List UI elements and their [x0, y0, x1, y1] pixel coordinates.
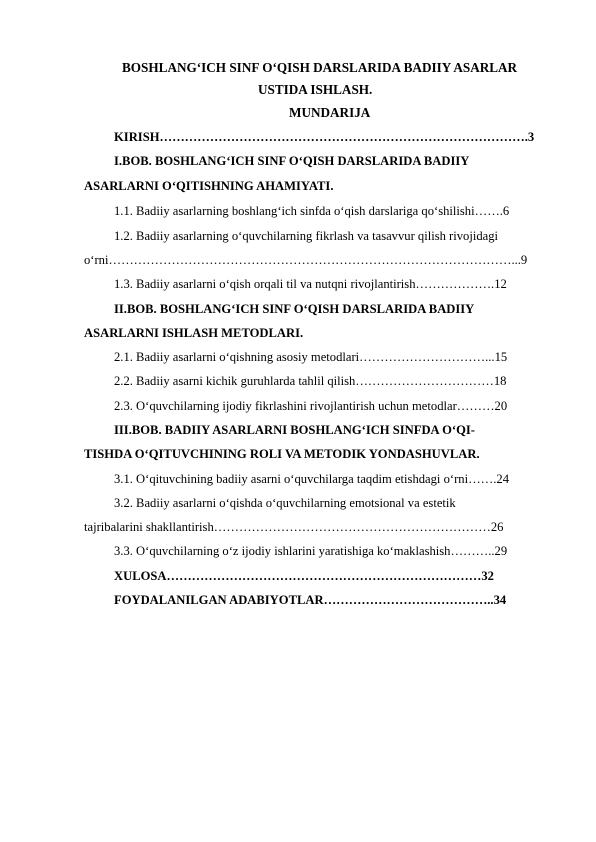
- toc-chapter-1-line-2: ASARLARNI O‘QITISHNING AHAMIYATI.: [84, 179, 334, 193]
- toc-entry-3-3: 3.3. O‘quvchilarning o‘z ijodiy ishlarini yaratishiga ko‘maklashish………..29: [114, 544, 508, 558]
- toc-entry-1-2-line-1: 1.2. Badiiy asarlarning o‘quvchilarning fikrlash va tasavvur qilish rivojidagi: [114, 229, 499, 243]
- toc-heading: MUNDARIJA: [289, 105, 371, 120]
- toc-entry-3-2-line-2: tajribalarini shakllantirish…………………………………………………………26: [84, 520, 504, 534]
- toc-entry-1-1: 1.1. Badiiy asarlarning boshlang‘ich sinfda o‘qish darslariga qo‘shilishi…….6: [114, 204, 510, 218]
- document-title-line-2: USTIDA ISHLASH.: [258, 82, 373, 97]
- toc-entry-2-3: 2.3. O‘quvchilarning ijodiy fikrlashini rivojlantirish uchun metodlar………20: [114, 399, 508, 413]
- toc-entry-kirish: KIRISH…………………………………………………………………………….3: [114, 130, 535, 144]
- toc-chapter-3-line-2: TISHDA O‘QITUVCHINING ROLI VA METODIK YONDASHUVLAR.: [84, 447, 480, 461]
- toc-entry-1-2-line-2: o‘rni……………………………………………………………………………………...9: [84, 253, 528, 267]
- toc-entry-foydalanilgan-adabiyotlar: FOYDALANILGAN ADABIYOTLAR…………………………………..34: [114, 593, 507, 607]
- toc-chapter-2-line-2: ASARLARNI ISHLASH METODLARI.: [84, 326, 304, 340]
- toc-chapter-2-line-1: II.BOB. BOSHLANG‘ICH SINF O‘QISH DARSLARIDA BADIIY: [114, 302, 475, 316]
- toc-entry-2-2: 2.2. Badiiy asarni kichik guruhlarda tahlil qilish……………………………18: [114, 374, 507, 388]
- toc-entry-xulosa: XULOSA…………………………………………………………………32: [114, 569, 494, 583]
- toc-chapter-1-line-1: I.BOB. BOSHLANG‘ICH SINF O‘QISH DARSLARIDA BADIIY: [114, 154, 470, 168]
- toc-entry-1-3: 1.3. Badiiy asarlarni o‘qish orqali til va nutqni rivojlantirish……………….12: [114, 277, 507, 291]
- toc-entry-3-2-line-1: 3.2. Badiiy asarlarni o‘qishda o‘quvchilarning emotsional va estetik: [114, 496, 456, 510]
- toc-entry-3-1: 3.1. O‘qituvchining badiiy asarni o‘quvchilarga taqdim etishdagi o‘rni…….24: [114, 472, 509, 486]
- document-title-line-1: BOSHLANG‘ICH SINF O‘QISH DARSLARIDA BADIIY ASARLAR: [122, 60, 518, 75]
- toc-entry-2-1: 2.1. Badiiy asarlarni o‘qishning asosiy metodlari…………………………...15: [114, 350, 508, 364]
- toc-chapter-3-line-1: III.BOB. BADIIY ASARLARNI BOSHLANG‘ICH SINFDA O‘QI-: [114, 423, 475, 437]
